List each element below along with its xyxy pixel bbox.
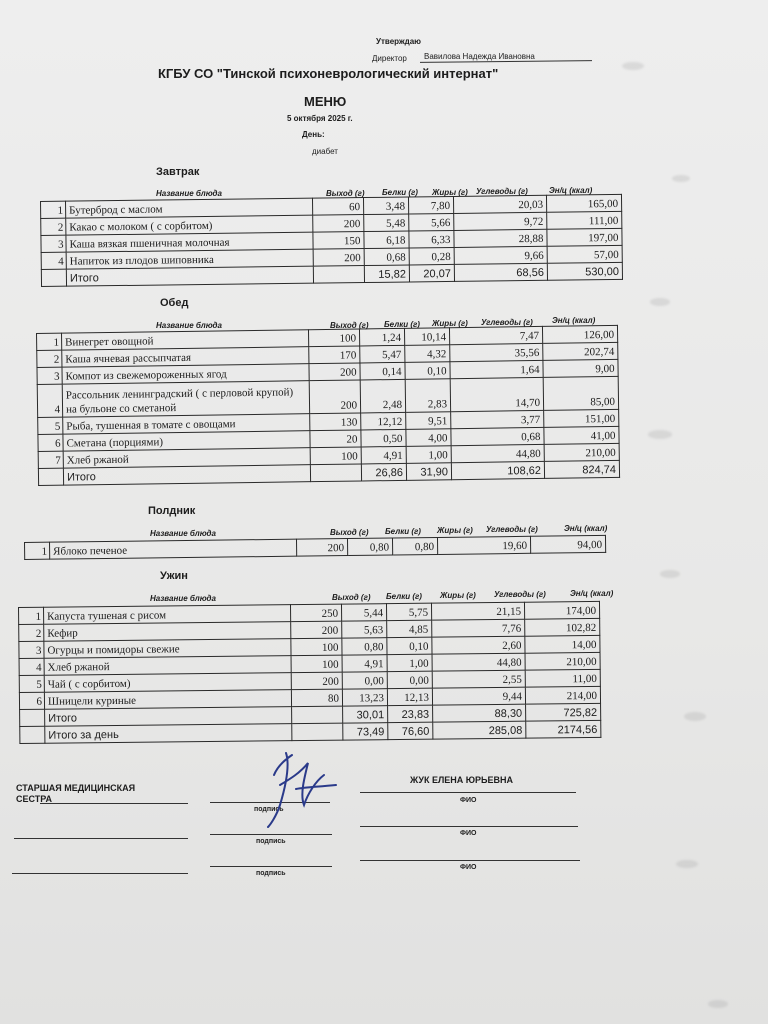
output-cell: 60 [312,198,363,216]
snack-table [24,535,606,560]
nurse-position: СТАРШАЯ МЕДИЦИНСКАЯ СЕСТРА [16,783,136,804]
carbs-cell: 2,55 [432,670,525,688]
energy-cell: 126,00 [542,325,617,343]
output-cell: 250 [290,604,341,622]
paper-stain [684,712,706,721]
energy-cell: 214,00 [525,686,600,704]
snack-title: Полдник [148,505,196,517]
energy-cell: 111,00 [547,211,622,229]
output-cell: 100 [310,447,361,465]
output-cell [292,706,343,724]
col-header-fat: Жиры (г) [437,526,473,535]
approve-label: Утверждаю [376,37,421,46]
signature-line [360,792,576,793]
col-header-protein: Белки (г) [385,527,421,536]
menu-date: 5 октября 2025 г. [287,114,353,123]
dish-name: Компот из свежемороженных ягод [62,364,309,384]
paper-stain [622,62,644,70]
director-label: Директор [372,54,407,63]
row-number: 1 [19,607,44,624]
energy-cell: 102,82 [525,618,600,636]
row-number: 3 [41,235,66,252]
protein-cell: 0,80 [347,538,392,556]
energy-cell: 94,00 [530,535,605,553]
fat-cell: 7,80 [408,196,453,214]
carbs-cell: 44,80 [451,444,544,462]
row-number: 7 [38,451,63,468]
signature-line [210,866,332,867]
output-cell: 200 [291,672,342,690]
energy-cell: 85,00 [543,376,618,410]
protein-cell: 12,12 [361,412,406,430]
col-header-output: Выход (г) [326,189,365,198]
dish-name: Яблоко печеное [50,539,297,559]
energy-total: 824,74 [544,460,619,478]
output-cell: 20 [310,430,361,448]
carbs-cell: 2,60 [432,636,525,654]
output-cell: 130 [310,413,361,431]
lunch-table [36,325,620,486]
fat-cell: 1,00 [406,446,451,464]
total-label: Итого [45,707,292,727]
carbs-total: 88,30 [433,704,526,722]
dish-name: Какао с молоком ( с сорбитом) [66,215,313,235]
output-cell [313,266,364,284]
paper-stain [660,570,680,578]
col-header-name: Название блюда [156,189,222,198]
total-label: Итого [63,465,310,485]
fio-label: ФИО [460,864,477,871]
energy-cell: 57,00 [547,245,622,263]
energy-cell: 151,00 [544,409,619,427]
energy-cell: 14,00 [525,635,600,653]
output-cell: 200 [313,249,364,267]
breakfast-title: Завтрак [156,166,200,178]
col-header-output: Выход (г) [332,593,371,602]
dish-name: Огурцы и помидоры свежие [44,639,291,659]
signature-line [14,838,188,839]
table-row [25,535,606,559]
col-header-energy: Эн/ц (ккал) [564,524,608,533]
carbs-cell: 21,15 [431,602,524,620]
fat-total: 23,83 [388,705,433,722]
col-header-fat: Жиры (г) [432,188,468,197]
dish-name: Напиток из плодов шиповника [66,249,313,269]
day-label: День: [302,130,325,139]
dish-name: Каша вязкая пшеничная молочная [66,232,313,252]
row-number: 6 [19,692,44,709]
output-cell [292,723,343,741]
energy-cell: 9,00 [543,359,618,377]
director-name: Вавилова Надежда Ивановна [424,52,535,61]
fat-cell: 12,13 [387,688,432,705]
output-cell: 100 [291,638,342,656]
row-number: 2 [19,624,44,641]
paper-stain [708,1000,728,1008]
fat-cell: 0,80 [392,537,437,555]
dish-name: Винегрет овощной [62,330,309,350]
diet-label: диабет [312,147,338,156]
protein-total: 26,86 [361,463,406,481]
row-number: 3 [37,367,62,384]
output-cell: 150 [313,232,364,250]
dish-name: Каша ячневая рассыпчатая [62,347,309,367]
handwritten-signature [256,745,342,835]
row-number [20,709,45,726]
carbs-total: 68,56 [454,263,547,281]
col-header-name: Название блюда [150,594,216,603]
fat-cell: 0,00 [387,671,432,688]
col-header-carbs: Углеводы (г) [494,590,546,599]
col-header-output: Выход (г) [330,528,369,537]
fat-cell: 5,66 [409,213,454,231]
fat-cell: 6,33 [409,230,454,248]
carbs-cell: 7,76 [432,619,525,637]
output-cell: 100 [308,329,359,347]
output-cell: 200 [309,380,360,414]
protein-cell: 6,18 [364,231,409,249]
col-header-name: Название блюда [150,529,216,538]
row-number: 4 [19,658,44,675]
fat-total: 76,60 [388,722,433,739]
energy-total: 530,00 [547,262,622,280]
row-number: 3 [19,641,44,658]
col-header-protein: Белки (г) [384,320,420,329]
carbs-cell: 0,68 [451,427,544,445]
col-header-carbs: Углеводы (г) [486,525,538,534]
col-header-energy: Эн/ц (ккал) [549,186,593,195]
fat-total: 20,07 [409,264,454,282]
carbs-cell: 28,88 [454,229,547,247]
podpis-label: подпись [256,870,286,877]
output-cell: 200 [291,621,342,639]
fio-label: ФИО [460,830,477,837]
carbs-cell: 9,72 [454,212,547,230]
carbs-cell: 9,66 [454,246,547,264]
output-cell [310,464,361,482]
row-number: 1 [37,333,62,350]
paper-stain [672,175,690,182]
row-number: 2 [37,350,62,367]
carbs-total: 285,08 [433,721,526,739]
protein-total: 73,49 [343,723,388,740]
col-header-protein: Белки (г) [386,592,422,601]
carbs-cell: 7,47 [449,326,542,344]
carbs-cell: 1,64 [450,360,543,378]
podpis-label: подпись [254,806,284,813]
protein-cell: 2,48 [360,379,405,413]
fat-cell: 10,14 [404,328,449,346]
row-number: 2 [41,218,66,235]
protein-cell: 3,48 [363,197,408,215]
energy-cell: 41,00 [544,426,619,444]
energy-cell: 174,00 [524,601,599,619]
signature-line [12,873,188,874]
col-header-carbs: Углеводы (г) [481,318,533,327]
output-cell: 170 [309,346,360,364]
protein-cell: 0,68 [364,248,409,266]
row-number: 1 [41,201,66,218]
carbs-cell: 9,44 [432,687,525,705]
energy-cell: 210,00 [544,443,619,461]
carbs-cell: 19,60 [437,536,530,554]
carbs-total: 108,62 [451,461,544,479]
protein-cell: 0,80 [342,638,387,655]
protein-cell: 0,14 [360,362,405,380]
signature-line [360,826,578,827]
col-header-output: Выход (г) [330,321,369,330]
col-header-energy: Эн/ц (ккал) [570,589,614,598]
col-header-name: Название блюда [156,321,222,330]
carbs-cell: 44,80 [432,653,525,671]
dish-name: Рассольник ленинградский ( с перловой крупой) на бульоне со сметаной [62,381,309,417]
signature-line [40,803,188,804]
protein-cell: 0,50 [361,429,406,447]
dish-name: Бутерброд с маслом [66,198,313,218]
row-number: 4 [41,252,66,269]
fat-cell: 4,32 [405,345,450,363]
paper-stain [650,298,670,306]
dish-name: Капуста тушеная с рисом [44,605,291,625]
energy-cell: 11,00 [525,669,600,687]
dish-name: Хлеб ржаной [44,656,291,676]
row-number: 6 [38,434,63,451]
protein-cell: 5,44 [341,604,386,621]
dinner-table [18,601,601,744]
col-header-fat: Жиры (г) [440,591,476,600]
dinner-title: Ужин [160,570,188,582]
energy-cell: 210,00 [525,652,600,670]
protein-total: 15,82 [364,265,409,283]
protein-cell: 4,91 [342,655,387,672]
col-header-protein: Белки (г) [382,188,418,197]
row-number [20,726,45,743]
row-number: 5 [38,417,63,434]
row-number: 4 [37,384,62,417]
fat-cell: 2,83 [405,379,450,413]
fat-cell: 4,85 [387,620,432,637]
row-number: 5 [19,675,44,692]
col-header-fat: Жиры (г) [432,319,468,328]
dish-name: Шницели куриные [44,690,291,710]
row-number [38,468,63,485]
protein-cell: 13,23 [342,689,387,706]
output-cell: 200 [313,215,364,233]
fat-total: 31,90 [406,463,451,481]
podpis-label: подпись [256,838,286,845]
energy-cell: 202,74 [543,342,618,360]
protein-total: 30,01 [343,706,388,723]
fat-cell: 0,28 [409,247,454,265]
energy-total: 725,82 [526,703,601,721]
output-cell: 200 [309,363,360,381]
protein-cell: 1,24 [359,328,404,346]
row-number [41,269,66,286]
protein-cell: 4,91 [361,446,406,464]
fat-cell: 1,00 [387,654,432,671]
energy-cell: 197,00 [547,228,622,246]
paper-stain [676,860,698,868]
fat-cell: 5,75 [386,603,431,620]
signatory-name: ЖУК ЕЛЕНА ЮРЬЕВНА [410,775,514,785]
protein-cell: 5,63 [342,621,387,638]
protein-cell: 5,48 [364,214,409,232]
carbs-cell: 20,03 [453,195,546,213]
carbs-cell: 14,70 [450,377,543,411]
lunch-title: Обед [160,297,189,309]
protein-cell: 0,00 [342,672,387,689]
dish-name: Хлеб ржаной [63,448,310,468]
carbs-cell: 35,56 [450,343,543,361]
paper-stain [648,430,672,439]
signature-line [360,860,580,861]
col-header-energy: Эн/ц (ккал) [552,316,596,325]
protein-cell: 5,47 [360,345,405,363]
breakfast-table [40,194,623,287]
output-cell: 80 [291,689,342,707]
fio-label: ФИО [460,797,477,804]
dish-name: Кефир [44,622,291,642]
fat-cell: 0,10 [387,637,432,654]
row-number: 1 [25,542,50,559]
energy-total: 2174,56 [526,720,601,738]
dish-name: Чай ( с сорбитом) [44,673,291,693]
dish-name: Сметана (порциями) [63,431,310,451]
output-cell: 100 [291,655,342,673]
fat-cell: 4,00 [406,429,451,447]
fat-cell: 0,10 [405,362,450,380]
fat-cell: 9,51 [406,412,451,430]
output-cell: 200 [296,539,347,557]
carbs-cell: 3,77 [451,410,544,428]
menu-title: МЕНЮ [304,94,347,109]
total-label: Итого за день [45,724,292,744]
total-label: Итого [66,266,313,286]
energy-cell: 165,00 [546,194,621,212]
col-header-carbs: Углеводы (г) [476,187,528,196]
organization-title: КГБУ СО "Тинской психоневрологический интернат" [158,66,499,81]
dish-name: Рыба, тушенная в томате с овощами [63,414,310,434]
